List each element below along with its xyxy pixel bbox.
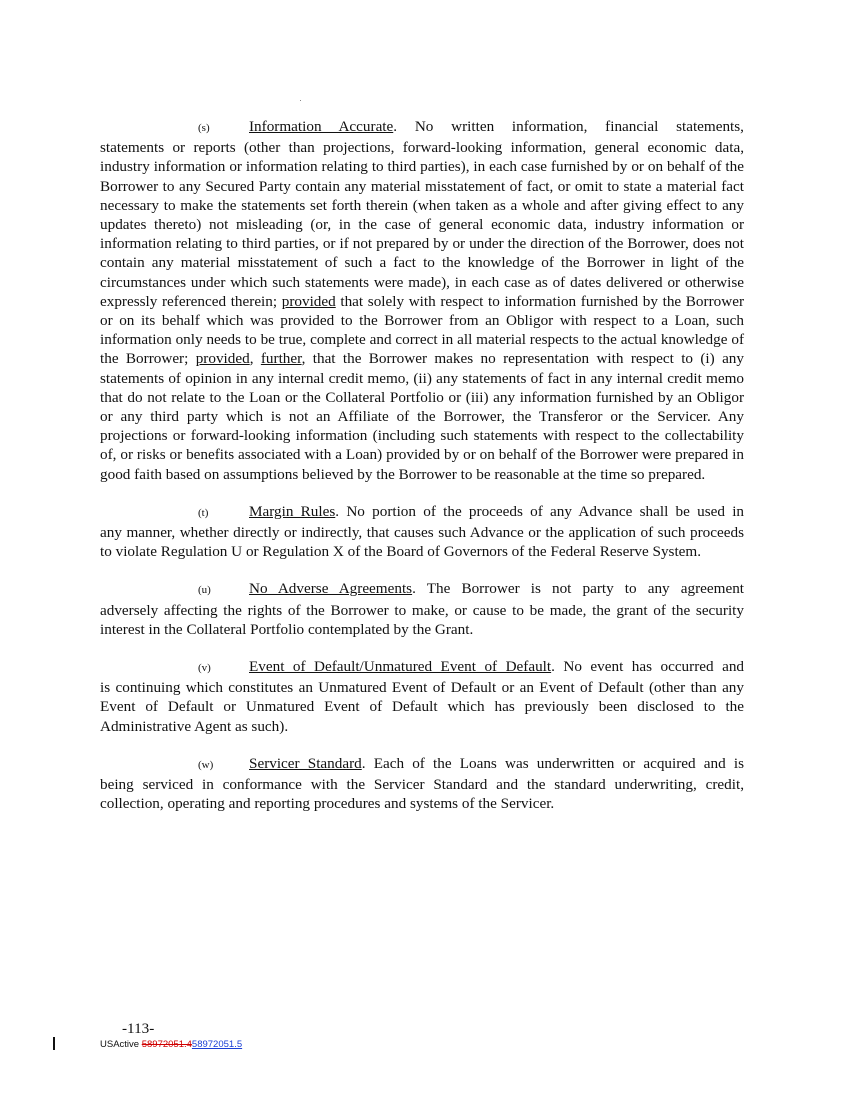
paragraph-v-lead: . No event has occurred and	[551, 658, 745, 676]
document-footer	[100, 1039, 242, 1050]
paragraph-w-lead: . Each of the Loans was underwritten or acquired and is	[361, 754, 744, 772]
paragraph-t-label: (t)	[198, 506, 209, 519]
paragraph-u-first-line	[100, 579, 744, 600]
paragraph-u	[100, 579, 744, 639]
paragraph-u-lead: . The Borrower is not party to any agreement	[412, 580, 745, 598]
paragraph-s-term-provided: provided	[281, 292, 336, 310]
paragraph-v-text: is continuing which constitutes an Unmatured Event of Default or an Event of Default (other than any Event of Default or Unmatured Event of Default which has previously been disclosed to the Administrative Agent as such).	[100, 679, 744, 735]
paragraph-s-first-line	[100, 117, 744, 138]
footer-inserted-id: 58972051.5	[191, 1039, 243, 1050]
paragraph-s-separator: ,	[249, 350, 261, 368]
paragraph-s-text-3: , that the Borrower makes no representation with respect to (i) any statements of opinion in any internal credit memo, (ii) any statements of fact in any internal credit memo that do not relate to the Loan or the Collateral Portfolio or (iii) any information furnished by an Obligor or any third party which is not an Affiliate of the Borrower, the Transferor or the Servicer. Any projections or forward-looking information (including such statements with respect to the collectability of, or risks or benefits associated with a Loan) provided by or on behalf of the Borrower were prepared in good faith based on assumptions believed by the Borrower to be reasonable at the time so prepared.	[100, 350, 744, 483]
paragraph-t	[100, 502, 744, 562]
paragraph-v-label: (v)	[198, 662, 211, 675]
change-bar	[53, 1037, 55, 1050]
paragraph-v-heading: Event of Default/Unmatured Event of Default	[249, 658, 552, 676]
paragraph-w-text: being serviced in conformance with the Servicer Standard and the standard underwriting, credit, collection, operating and reporting procedures and systems of the Servicer.	[100, 776, 744, 813]
paragraph-w-heading: Servicer Standard	[249, 754, 362, 772]
paragraph-s-text-2: that solely with respect to information furnished by the Borrower or on its behalf which was provided to the Borrower from an Obligor with respect to a Loan, such information only needs to be true, complete and correct in all material respects to the actual knowledge of the Borrower;	[100, 292, 745, 368]
footer-deleted-id: 58972051.4	[141, 1039, 192, 1050]
paragraph-u-text: adversely affecting the rights of the Borrower to make, or cause to be made, the grant of the security interest in the Collateral Portfolio contemplated by the Grant.	[100, 601, 744, 638]
paragraph-u-heading: No Adverse Agreements	[249, 580, 413, 598]
document-body	[100, 117, 744, 832]
paragraph-s-label: (s)	[198, 122, 210, 134]
paragraph-w-label: (w)	[198, 758, 214, 771]
paragraph-t-first-line	[100, 502, 744, 523]
paragraph-w	[100, 754, 744, 814]
paragraph-v-first-line	[100, 657, 744, 678]
page-number: -113-	[122, 1020, 155, 1037]
paragraph-t-lead: . No portion of the proceeds of any Advance shall be used in	[335, 502, 745, 520]
paragraph-u-label: (u)	[198, 584, 211, 597]
paragraph-w-first-line	[100, 754, 744, 775]
paragraph-s-term-further: further	[260, 350, 302, 368]
paragraph-s-text-1: statements or reports (other than projections, forward-looking information, general economic data, industry information or information relating to third parties), in each case furnished by or on behalf of the Borrower to any Secured Party contain any material misstatement of fact, or omit to state a material fact necessary to make the statements set forth therein (when taken as a whole and after giving effect to any updates thereto) not misleading (or, in the case of general economic data, industry information or information relating to third parties, or if not prepared by or under the direction of the Borrower, does not contain any material misstatement of such a fact to the knowledge of the Borrower in light of the circumstances under which such statements were made), in each case as of dates delivered or otherwise expressly referenced therein;	[100, 139, 744, 310]
stray-mark	[300, 100, 301, 101]
footer-prefix: USActive	[100, 1039, 142, 1050]
paragraph-v	[100, 657, 744, 736]
paragraph-s-term-provided-2: provided	[195, 350, 250, 368]
paragraph-t-text: any manner, whether directly or indirectly, that causes such Advance or the application of such proceeds to violate Regulation U or Regulation X of the Board of Governors of the Federal Reserve System.	[100, 524, 744, 561]
paragraph-t-heading: Margin Rules	[249, 502, 336, 520]
paragraph-s-heading: Information Accurate	[249, 118, 394, 135]
paragraph-s-lead: . No written information, financial statements,	[393, 118, 744, 135]
paragraph-s	[100, 117, 744, 484]
